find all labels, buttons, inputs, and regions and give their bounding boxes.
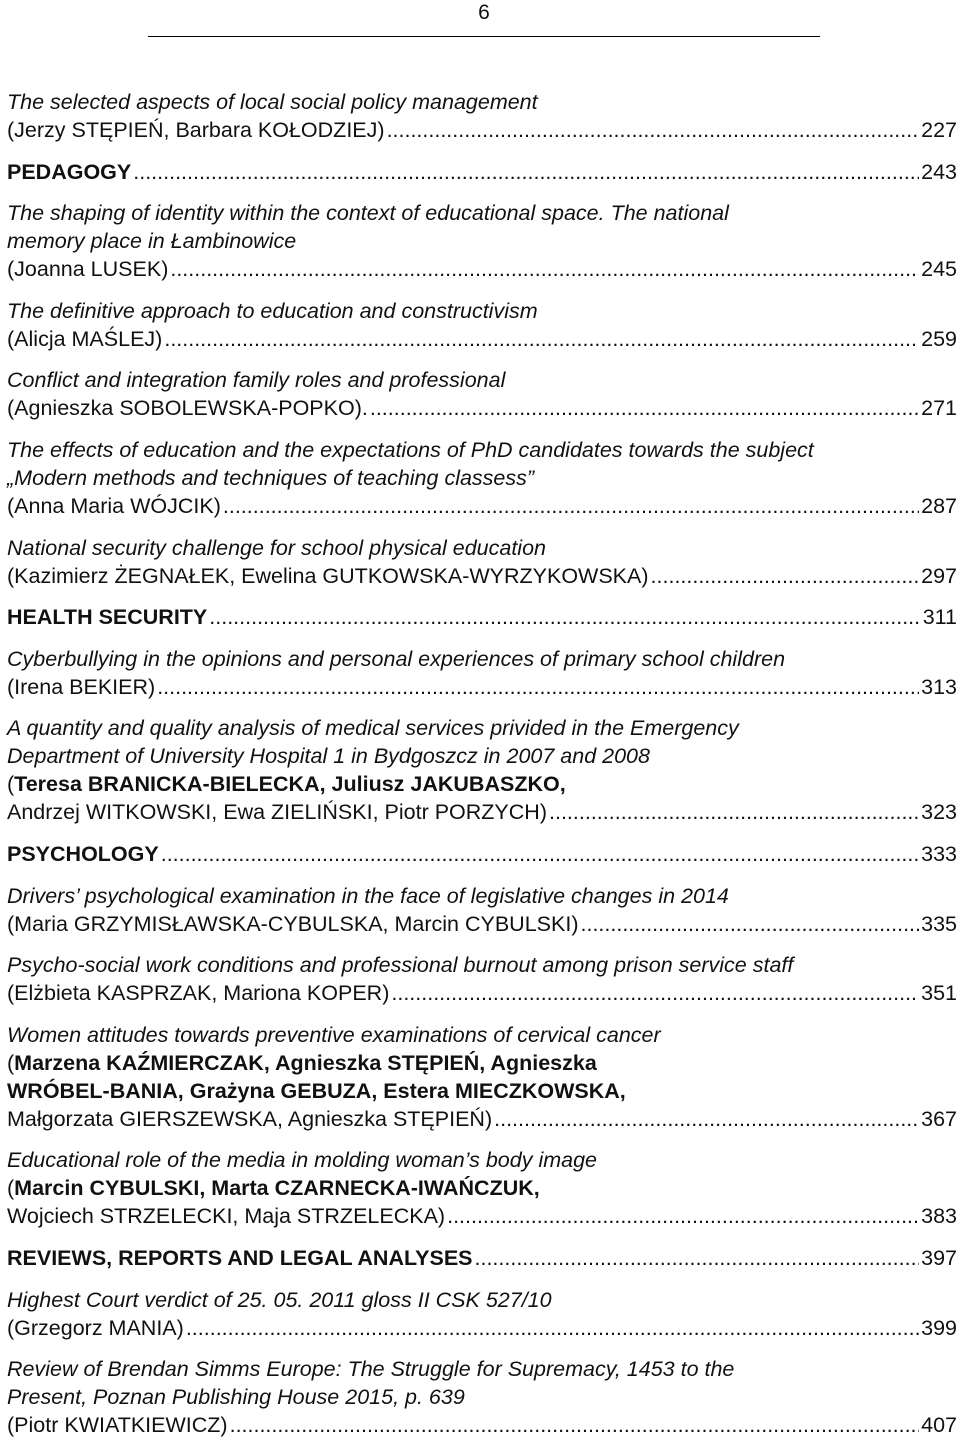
toc-page-number: 227 — [921, 118, 957, 142]
open-paren: ( — [7, 396, 15, 421]
toc-page-number: 335 — [921, 911, 957, 936]
toc-leader-text — [7, 116, 385, 144]
toc-leader-line — [7, 840, 957, 868]
toc-page-number: 271 — [921, 396, 957, 421]
toc-entry — [7, 951, 957, 1007]
close-paren: ) — [382, 981, 390, 1006]
dot-leader — [186, 1314, 919, 1342]
toc-leader-text — [7, 562, 649, 590]
article-authors: Teresa BRANICKA-BIELECKA, Juliusz JAKUBASZKO, — [14, 772, 566, 797]
open-paren: ( — [7, 257, 15, 282]
section-heading: REVIEWS, REPORTS AND LEGAL ANALYSES — [7, 1245, 473, 1270]
toc-leader-line — [7, 1202, 957, 1230]
toc-leader-line — [7, 673, 957, 701]
toc-leader-text — [7, 840, 159, 868]
author-line — [7, 1077, 957, 1105]
table-of-contents — [7, 88, 957, 1453]
article-authors: Andrzej WITKOWSKI, Ewa ZIELIŃSKI, Piotr PORZYCH — [7, 800, 540, 825]
toc-leader-line — [7, 1314, 957, 1342]
close-paren: ) — [220, 1413, 228, 1438]
author-line — [7, 1049, 957, 1077]
toc-leader-text — [7, 325, 162, 353]
toc-leader-line — [7, 1411, 957, 1439]
toc-section — [7, 603, 957, 631]
close-paren: ) — [213, 493, 221, 518]
close-paren: ) — [176, 1315, 184, 1340]
article-title-line: Highest Court verdict of 25. 05. 2011 gloss II CSK 527/10 — [7, 1287, 552, 1312]
toc-page-number: 407 — [921, 1413, 957, 1438]
toc-section — [7, 158, 957, 186]
toc-leader-line — [7, 492, 957, 520]
close-paren: ) — [571, 911, 579, 936]
toc-leader-line — [7, 1244, 957, 1272]
article-title-line: The selected aspects of local social policy management — [7, 90, 538, 114]
toc-page-number: 351 — [921, 981, 957, 1006]
close-paren: ) — [161, 257, 169, 282]
article-title-line: Department of University Hospital 1 in Bydgoszcz in 2007 and 2008 — [7, 744, 650, 769]
article-title-line: Cyberbullying in the opinions and personal experiences of primary school children — [7, 646, 786, 671]
dot-leader — [370, 394, 919, 422]
author-line-wrap — [7, 1176, 540, 1200]
dot-leader — [475, 1244, 920, 1272]
dot-leader — [157, 673, 919, 701]
article-title-line: Conflict and integration family roles and professional — [7, 368, 506, 393]
article-authors: Jerzy STĘPIEŃ, Barbara KOŁODZIEJ — [14, 118, 378, 142]
article-title-line: The effects of education and the expectations of PhD candidates towards the subject — [7, 437, 814, 462]
article-authors: Joanna LUSEK — [14, 257, 162, 282]
dot-leader — [164, 325, 919, 353]
author-line-wrap — [7, 257, 168, 281]
dot-leader — [549, 798, 919, 826]
section-heading: HEALTH SECURITY — [7, 605, 208, 630]
toc-entry — [7, 645, 957, 701]
toc-leader-line — [7, 798, 957, 826]
toc-page-number: 333 — [921, 841, 957, 866]
author-line-wrap — [7, 1413, 228, 1437]
article-authors: Marcin CYBULSKI, Marta CZARNECKA-IWAŃCZUK, — [14, 1176, 540, 1201]
toc-page-number: 297 — [921, 563, 957, 588]
author-line-wrap — [7, 675, 155, 699]
close-paren: ). — [354, 396, 368, 421]
open-paren: ( — [7, 1413, 15, 1438]
toc-leader-text — [7, 255, 168, 283]
toc-entry — [7, 436, 957, 520]
author-line — [7, 1174, 957, 1202]
dot-leader — [391, 979, 919, 1007]
dot-leader — [133, 158, 919, 186]
author-line-wrap — [7, 1051, 597, 1075]
dot-leader — [209, 603, 920, 631]
article-authors: Grzegorz MANIA — [14, 1315, 177, 1340]
article-authors: Anna Maria WÓJCIK — [14, 493, 214, 518]
article-authors: Małgorzata GIERSZEWSKA, Agnieszka STĘPIEŃ — [7, 1106, 485, 1131]
toc-entry — [7, 1286, 957, 1342]
author-line-wrap — [7, 1107, 492, 1131]
close-paren: ) — [539, 800, 548, 825]
toc-page-number: 259 — [921, 326, 957, 351]
toc-page-number: 367 — [921, 1106, 957, 1131]
toc-entry — [7, 88, 957, 144]
article-authors: Piotr KWIATKIEWICZ — [14, 1413, 221, 1438]
toc-leader-line — [7, 394, 957, 422]
toc-leader-line — [7, 255, 957, 283]
article-title-line: Present, Poznan Publishing House 2015, p. 639 — [7, 1385, 465, 1410]
open-paren: ( — [7, 563, 15, 588]
toc-page-number: 383 — [921, 1204, 957, 1229]
article-authors: Alicja MAŚLEJ — [14, 326, 156, 351]
toc-leader-text — [7, 1314, 184, 1342]
toc-leader-text — [7, 798, 547, 826]
toc-entry — [7, 1021, 957, 1133]
toc-page-number: 313 — [921, 674, 957, 699]
open-paren: ( — [7, 118, 15, 142]
author-line-wrap — [7, 396, 368, 420]
toc-leader-line — [7, 979, 957, 1007]
toc-leader-line — [7, 562, 957, 590]
article-title-line: „Modern methods and techniques of teaching classess” — [7, 465, 535, 490]
section-heading: PEDAGOGY — [7, 159, 132, 184]
toc-page-number: 243 — [921, 159, 957, 184]
author-line — [7, 770, 957, 798]
toc-entry — [7, 297, 957, 353]
dot-leader — [161, 840, 919, 868]
article-title-line: The definitive approach to education and constructivism — [7, 298, 538, 323]
toc-page-number: 397 — [921, 1245, 957, 1270]
author-line-wrap — [7, 494, 221, 518]
open-paren: ( — [7, 326, 15, 351]
dot-leader — [651, 562, 920, 590]
toc-leader-text — [7, 1244, 473, 1272]
toc-page-number: 323 — [921, 800, 957, 825]
toc-leader-text — [7, 1105, 492, 1133]
toc-leader-line — [7, 910, 957, 938]
dot-leader — [230, 1411, 920, 1439]
toc-leader-line — [7, 603, 957, 631]
toc-leader-text — [7, 603, 207, 631]
open-paren: ( — [7, 1176, 15, 1201]
toc-page-number: 311 — [922, 605, 957, 630]
toc-page-number: 245 — [921, 257, 957, 282]
toc-entry — [7, 714, 957, 826]
author-line-wrap — [7, 800, 547, 824]
open-paren: ( — [7, 674, 15, 699]
page-header — [148, 0, 820, 37]
open-paren: ( — [7, 772, 15, 797]
author-line-wrap — [7, 981, 389, 1005]
dot-leader — [447, 1202, 919, 1230]
close-paren: ) — [641, 563, 649, 588]
article-authors: Elżbieta KASPRZAK, Mariona KOPER — [14, 981, 383, 1006]
toc-entry — [7, 366, 957, 422]
article-title-line: Review of Brendan Simms Europe: The Struggle for Supremacy, 1453 to the — [7, 1357, 735, 1382]
article-authors: Marzena KAŹMIERCZAK, Agnieszka STĘPIEŃ, Agnieszka — [14, 1050, 597, 1075]
author-line-wrap — [7, 1079, 626, 1103]
dot-leader — [223, 492, 919, 520]
toc-leader-text — [7, 1202, 445, 1230]
author-line-wrap — [7, 1316, 184, 1340]
toc-leader-line — [7, 158, 957, 186]
close-paren: ) — [377, 118, 385, 142]
toc-entry — [7, 882, 957, 938]
toc-leader-text — [7, 492, 221, 520]
close-paren: ) — [484, 1106, 493, 1131]
article-title-line: Psycho-social work conditions and professional burnout among prison service staff — [7, 953, 794, 978]
toc-section — [7, 840, 957, 868]
open-paren: ( — [7, 981, 15, 1006]
dot-leader — [387, 116, 920, 144]
dot-leader — [170, 255, 919, 283]
toc-entry — [7, 534, 957, 590]
article-authors: WRÓBEL-BANIA, Grażyna GEBUZA, Estera MIECZKOWSKA, — [7, 1078, 626, 1103]
article-title-line: The shaping of identity within the context of educational space. The national — [7, 201, 729, 226]
toc-leader-text — [7, 158, 131, 186]
dot-leader — [494, 1105, 919, 1133]
author-line-wrap — [7, 912, 579, 936]
article-title-line: Women attitudes towards preventive examinations of cervical cancer — [7, 1022, 661, 1047]
toc-leader-text — [7, 1411, 228, 1439]
toc-leader-line — [7, 325, 957, 353]
toc-page-number: 287 — [921, 493, 957, 518]
open-paren: ( — [7, 1315, 15, 1340]
article-title-line: Drivers’ psychological examination in the face of legislative changes in 2014 — [7, 883, 729, 908]
author-line-wrap — [7, 564, 649, 588]
article-authors: Agnieszka SOBOLEWSKA-POPKO — [14, 396, 355, 421]
author-line-wrap — [7, 118, 385, 142]
toc-page-number: 399 — [921, 1315, 957, 1340]
toc-leader-line — [7, 1105, 957, 1133]
section-heading: PSYCHOLOGY — [7, 841, 159, 866]
article-authors: Wojciech STRZELECKI, Maja STRZELECKA — [7, 1204, 438, 1229]
toc-leader-text — [7, 910, 579, 938]
toc-entry — [7, 199, 957, 283]
article-authors: Irena BEKIER — [14, 674, 149, 699]
article-title-line: National security challenge for school physical education — [7, 535, 547, 560]
toc-section — [7, 1244, 957, 1272]
toc-leader-text — [7, 673, 155, 701]
author-line-wrap — [7, 772, 566, 796]
article-authors: Maria GRZYMISŁAWSKA-CYBULSKA, Marcin CYBULSKI — [14, 911, 572, 936]
close-paren: ) — [437, 1204, 446, 1229]
toc-leader-text — [7, 979, 389, 1007]
author-line-wrap — [7, 1204, 445, 1228]
article-authors: Kazimierz ŻEGNAŁEK, Ewelina GUTKOWSKA-WYRZYKOWSKA — [14, 563, 642, 588]
dot-leader — [581, 910, 920, 938]
open-paren: ( — [7, 911, 15, 936]
open-paren: ( — [7, 1050, 15, 1075]
page-number: 6 — [478, 1, 490, 24]
article-title-line: memory place in Łambinowice — [7, 229, 297, 254]
close-paren: ) — [148, 674, 156, 699]
toc-entry — [7, 1146, 957, 1230]
open-paren: ( — [7, 493, 15, 518]
close-paren: ) — [155, 326, 163, 351]
toc-leader-text — [7, 394, 368, 422]
author-line-wrap — [7, 327, 162, 351]
article-title-line: A quantity and quality analysis of medical services privided in the Emergency — [7, 716, 739, 741]
toc-leader-line — [7, 116, 957, 144]
toc-entry — [7, 1355, 957, 1439]
article-title-line: Educational role of the media in molding woman’s body image — [7, 1148, 598, 1173]
